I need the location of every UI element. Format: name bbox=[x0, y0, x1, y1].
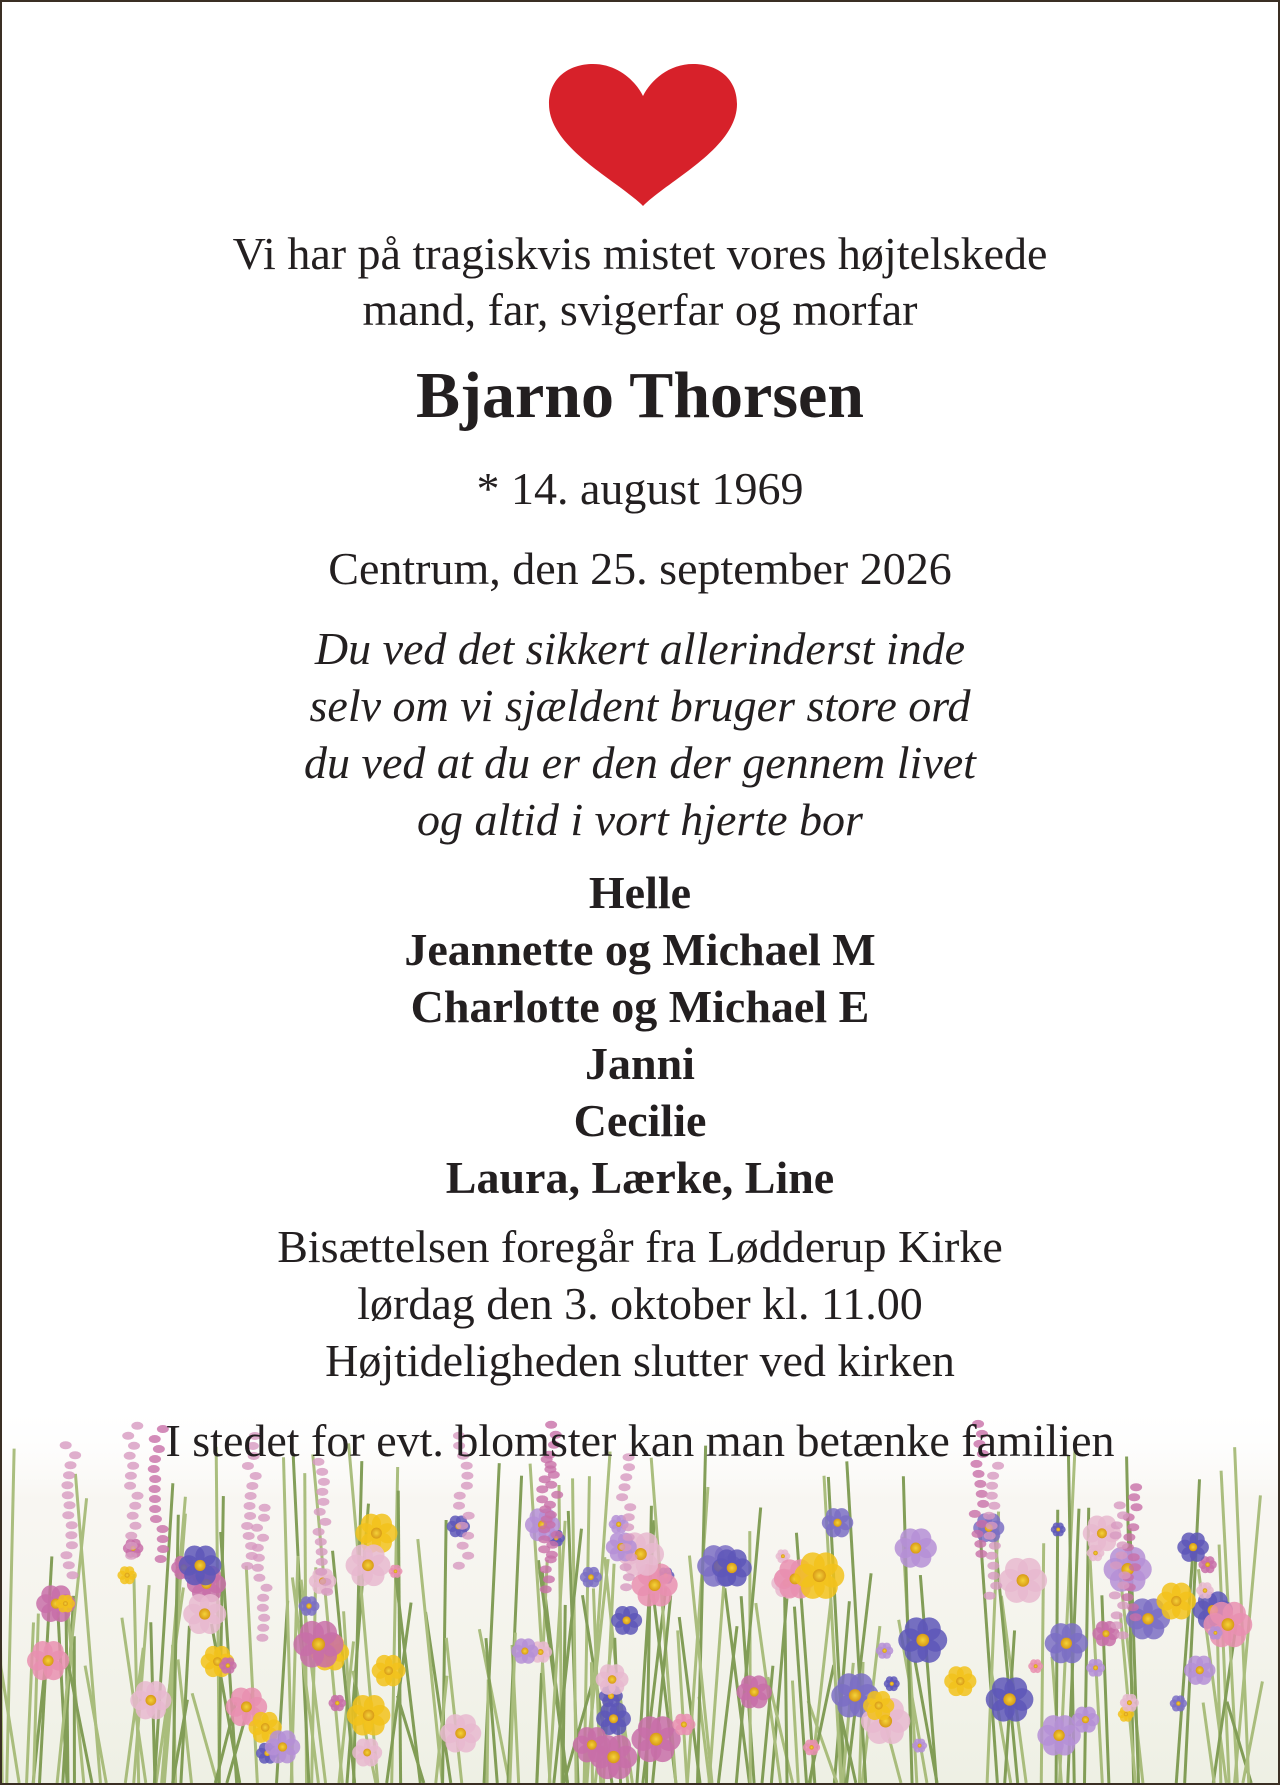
family-name-3: Charlotte og Michael E bbox=[410, 981, 870, 1032]
poem-line-4: og altid i vort hjerte bor bbox=[417, 794, 863, 845]
funeral-line-2: lørdag den 3. oktober kl. 11.00 bbox=[357, 1278, 923, 1329]
closing-line: I stedet for evt. blomster kan man betænke familien bbox=[165, 1415, 1115, 1466]
family-name-4: Janni bbox=[585, 1038, 695, 1089]
family-name-2: Jeannette og Michael M bbox=[404, 924, 876, 975]
funeral-line-1: Bisættelsen foregår fra Lødderup Kirke bbox=[277, 1221, 1003, 1272]
place-and-date: Centrum, den 25. september 2026 bbox=[328, 543, 952, 594]
poem-line-1: Du ved det sikkert allerinderst inde bbox=[314, 623, 966, 674]
birth-date: * 14. august 1969 bbox=[476, 463, 804, 514]
family-name-1: Helle bbox=[588, 867, 692, 918]
deceased-name: Bjarno Thorsen bbox=[415, 359, 864, 432]
funeral-line-3: Højtideligheden slutter ved kirken bbox=[325, 1335, 955, 1386]
poem-line-3: du ved at du er den der gennem livet bbox=[304, 737, 976, 788]
intro-line-2: mand, far, svigerfar og morfar bbox=[362, 284, 918, 335]
family-name-6: Laura, Lærke, Line bbox=[445, 1152, 835, 1203]
intro-line-1: Vi har på tragiskvis mistet vores højtelskede bbox=[232, 228, 1048, 279]
heart-icon bbox=[545, 62, 741, 208]
poem-line-2: selv om vi sjældent bruger store ord bbox=[309, 680, 971, 731]
family-name-5: Cecilie bbox=[573, 1095, 707, 1146]
